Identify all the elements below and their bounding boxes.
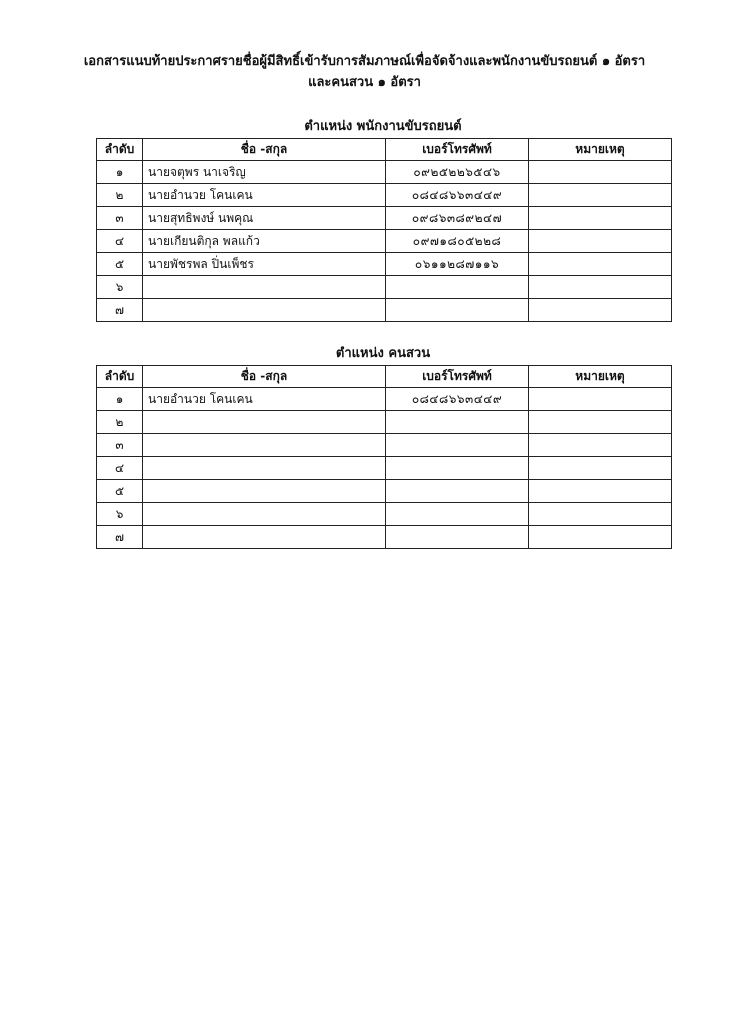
remark-cell	[529, 388, 672, 411]
row-number: ๑	[97, 388, 143, 411]
remark-cell	[529, 299, 672, 322]
remark-cell	[529, 434, 672, 457]
remark-cell	[529, 184, 672, 207]
remark-cell	[529, 230, 672, 253]
candidate-name	[143, 411, 386, 434]
phone-number	[386, 526, 529, 549]
row-number: ๕	[97, 253, 143, 276]
table-row	[97, 388, 672, 411]
section-heading-driver: ตำแหน่ง พนักงานขับรถยนต์	[304, 119, 462, 134]
column-header-name: ชื่อ -สกุล	[143, 139, 386, 161]
table-row	[97, 207, 672, 230]
document-title: เอกสารแนบท้ายประกาศรายชื่อผู้มีสิทธิ์เข้ารับการสัมภาษณ์เพื่อจัดจ้างและพนักงานขับรถยนต์ ๑ อัตรา	[83, 54, 646, 69]
phone-number	[386, 480, 529, 503]
row-number: ๔	[97, 230, 143, 253]
candidate-name: นายอำนวย โคนเคน	[143, 184, 386, 207]
candidate-name	[143, 526, 386, 549]
remark-cell	[529, 411, 672, 434]
candidate-name	[143, 276, 386, 299]
driver-candidates-table	[96, 138, 672, 322]
remark-cell	[529, 253, 672, 276]
phone-number: ๐๙๒๕๒๒๖๕๔๖	[386, 161, 529, 184]
column-header-remark: หมายเหตุ	[529, 366, 672, 388]
phone-number: ๐๙๗๑๘๐๕๒๒๘	[386, 230, 529, 253]
section-heading-gardener: ตำแหน่ง คนสวน	[335, 346, 431, 361]
row-number: ๒	[97, 184, 143, 207]
row-number: ๖	[97, 276, 143, 299]
phone-number	[386, 299, 529, 322]
remark-cell	[529, 276, 672, 299]
row-number: ๒	[97, 411, 143, 434]
table-row	[97, 184, 672, 207]
phone-number	[386, 457, 529, 480]
phone-number	[386, 276, 529, 299]
candidate-name: นายเกียนติกุล พลแก้ว	[143, 230, 386, 253]
candidate-name	[143, 503, 386, 526]
phone-number: ๐๘๔๘๖๖๓๔๔๙	[386, 184, 529, 207]
row-number: ๓	[97, 434, 143, 457]
table-header-row	[97, 139, 672, 161]
candidate-name: นายพัชรพล ปิ่นเพ็ชร	[143, 253, 386, 276]
table-row	[97, 230, 672, 253]
row-number: ๕	[97, 480, 143, 503]
document-title-continued: และคนสวน ๑ อัตรา	[308, 75, 421, 90]
row-number: ๓	[97, 207, 143, 230]
candidate-name	[143, 299, 386, 322]
phone-number: ๐๖๑๑๒๘๗๑๑๖	[386, 253, 529, 276]
phone-number: ๐๙๘๖๓๘๙๒๔๗	[386, 207, 529, 230]
phone-number	[386, 503, 529, 526]
column-header-no: ลำดับ	[97, 139, 143, 161]
table-row	[97, 434, 672, 457]
table-row	[97, 276, 672, 299]
row-number: ๖	[97, 503, 143, 526]
candidate-name: นายอำนวย โคนเคน	[143, 388, 386, 411]
table-row	[97, 457, 672, 480]
table-row	[97, 299, 672, 322]
remark-cell	[529, 503, 672, 526]
table-row	[97, 253, 672, 276]
remark-cell	[529, 457, 672, 480]
candidate-name: นายจตุพร นาเจริญ	[143, 161, 386, 184]
remark-cell	[529, 480, 672, 503]
remark-cell	[529, 161, 672, 184]
table-row	[97, 480, 672, 503]
column-header-phone: เบอร์โทรศัพท์	[386, 366, 529, 388]
candidate-name	[143, 457, 386, 480]
phone-number	[386, 411, 529, 434]
candidate-name: นายสุทธิพงษ์ นพคุณ	[143, 207, 386, 230]
column-header-phone: เบอร์โทรศัพท์	[386, 139, 529, 161]
table-header-row	[97, 366, 672, 388]
row-number: ๗	[97, 526, 143, 549]
row-number: ๗	[97, 299, 143, 322]
candidate-name	[143, 434, 386, 457]
row-number: ๑	[97, 161, 143, 184]
phone-number: ๐๘๔๘๖๖๓๔๔๙	[386, 388, 529, 411]
gardener-candidates-table	[96, 365, 672, 549]
candidate-name	[143, 480, 386, 503]
column-header-no: ลำดับ	[97, 366, 143, 388]
row-number: ๔	[97, 457, 143, 480]
table-row	[97, 411, 672, 434]
remark-cell	[529, 207, 672, 230]
table-row	[97, 526, 672, 549]
table-row	[97, 161, 672, 184]
column-header-remark: หมายเหตุ	[529, 139, 672, 161]
table-row	[97, 503, 672, 526]
remark-cell	[529, 526, 672, 549]
phone-number	[386, 434, 529, 457]
column-header-name: ชื่อ -สกุล	[143, 366, 386, 388]
